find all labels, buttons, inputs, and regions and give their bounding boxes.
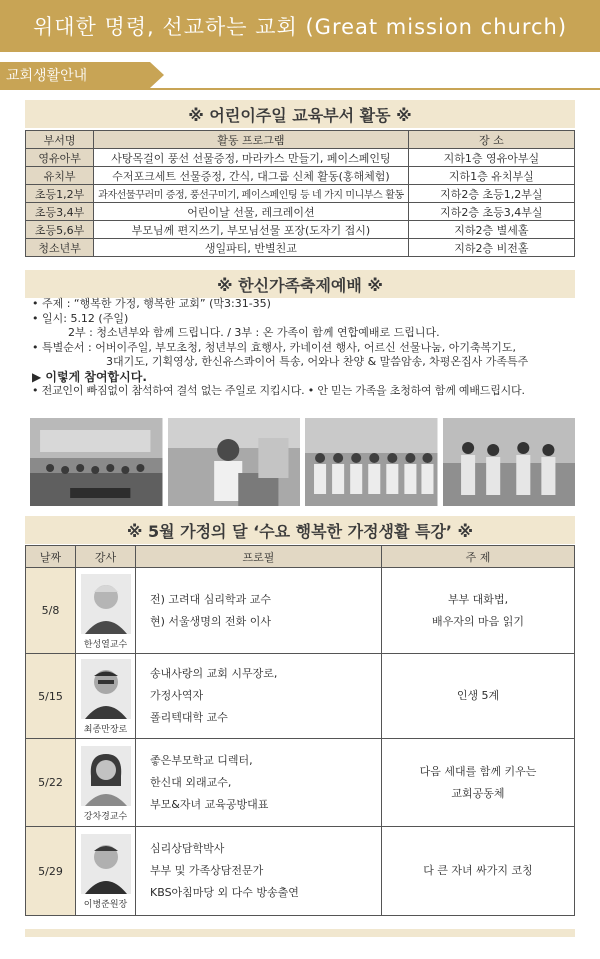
speaker-cell xyxy=(76,568,136,654)
header-program: 활동 프로그램 xyxy=(94,131,409,149)
family-date: • 일시: 5.12 (주일) xyxy=(32,311,129,325)
speaker-cell xyxy=(76,827,136,916)
family-heading: ※ 한신가족축제예배 ※ xyxy=(25,270,575,298)
profile-line: 전) 고려대 심리학과 교수 xyxy=(150,592,272,606)
table-header-row xyxy=(26,131,575,149)
table-row xyxy=(26,568,575,654)
section-tag-label: 교회생활안내 xyxy=(6,68,88,84)
lecture-date: 5/8 xyxy=(26,568,76,654)
profile-line: 부부 및 가족상담전문가 xyxy=(150,864,264,877)
table-header-row xyxy=(26,546,575,568)
header-date: 날짜 xyxy=(26,546,76,568)
program-cell: 부모님께 편지쓰기, 부모님선물 포장(도자기 접시) xyxy=(94,221,409,239)
program-cell: 과자선물꾸러미 증정, 풍선구미기, 페이스페인팅 등 네 가지 미니부스 활동 xyxy=(94,185,409,203)
header-place: 장 소 xyxy=(408,131,574,149)
place-cell: 지하2층 초등3,4부실 xyxy=(408,203,574,221)
table-row xyxy=(26,167,575,185)
photo-children-choir xyxy=(305,418,438,506)
speaker-photo xyxy=(81,746,131,806)
profile-line: KBS아침마당 외 다수 방송출연 xyxy=(150,886,299,899)
profile-line: 현) 서울생명의 전화 이사 xyxy=(150,614,272,628)
profile-line: 송내사랑의 교회 시무장로, xyxy=(150,667,278,680)
header-profile: 프로필 xyxy=(136,546,382,568)
profile-line: 가정사역자 xyxy=(150,689,204,702)
program-cell: 사탕목걸이 풍선 선물증정, 마라카스 만들기, 페이스페인팅 xyxy=(94,149,409,167)
speaker-name: 강차경교수 xyxy=(83,811,128,822)
section-divider xyxy=(0,88,600,90)
profile-cell xyxy=(136,827,382,916)
family-theme: • 주제 : “행복한 가정, 행복한 교회” (막3:31-35) xyxy=(32,297,271,310)
table-row xyxy=(26,827,575,916)
profile-line: 좋은부모학교 디렉터, xyxy=(150,753,253,767)
topic-cell xyxy=(382,568,575,654)
lecture-date: 5/29 xyxy=(26,827,76,916)
topic-line: 교회공동체 xyxy=(451,786,505,800)
dept-cell: 초등3,4부 xyxy=(26,203,94,221)
table-row xyxy=(26,185,575,203)
profile-cell xyxy=(136,739,382,827)
education-table xyxy=(25,130,575,257)
profile-cell xyxy=(136,654,382,739)
dept-cell: 영유아부 xyxy=(26,149,94,167)
topic-line: 배우자의 마음 읽기 xyxy=(431,614,524,628)
header-dept: 부서명 xyxy=(26,131,94,149)
speaker-cell xyxy=(76,739,136,827)
lecture-table xyxy=(25,545,575,916)
speaker-name: 최종만장로 xyxy=(83,725,128,735)
photo-strip xyxy=(30,418,575,506)
header-topic: 주 제 xyxy=(382,546,575,568)
speaker-photo xyxy=(81,834,131,894)
profile-line: 부모&자녀 교육공방대표 xyxy=(150,797,269,811)
profile-cell xyxy=(136,568,382,654)
topic-line: 다음 세대를 함께 키우는 xyxy=(419,764,537,778)
footer-bar xyxy=(25,929,575,937)
table-row xyxy=(26,654,575,739)
family-service: 2부 : 청소년부와 함께 드립니다. / 3부 : 온 가족이 함께 연합예배로 드립니다. xyxy=(68,326,440,339)
banner-title: 위대한 명령, 선교하는 교회 (Great mission church) xyxy=(32,15,568,39)
dept-cell: 초등5,6부 xyxy=(26,221,94,239)
topic-cell xyxy=(382,739,575,827)
lecture-date: 5/15 xyxy=(26,654,76,739)
place-cell: 지하2층 비전홀 xyxy=(408,239,574,257)
profile-line: 한신대 외래교수, xyxy=(150,775,232,789)
speaker-photo xyxy=(81,574,131,634)
lecture-heading: ※ 5월 가정의 달 ‘수요 행복한 가정생활 특강’ ※ xyxy=(25,516,575,544)
profile-line: 심리상담학박사 xyxy=(150,842,225,855)
section-tag xyxy=(0,62,150,88)
place-cell: 지하1층 영유아부실 xyxy=(408,149,574,167)
education-heading: ※ 어린이주일 교육부서 활동 ※ xyxy=(25,100,575,128)
participate-text: • 전교인이 빠짐없이 참석하여 결석 없는 주일로 지킵시다. • 안 믿는 가족을 초청하여 함께 예배드립시다. xyxy=(32,384,525,397)
place-cell: 지하1층 유치부실 xyxy=(408,167,574,185)
dept-cell: 청소년부 xyxy=(26,239,94,257)
speaker-name: 한성열교수 xyxy=(83,639,128,650)
dept-cell: 유치부 xyxy=(26,167,94,185)
program-cell: 어린이날 선물, 레크레이션 xyxy=(94,203,409,221)
speaker-name: 이병준원장 xyxy=(83,900,128,910)
speaker-cell xyxy=(76,654,136,739)
family-order-line2: 3대기도, 기획영상, 한신유스콰이어 특송, 어와나 찬양 & 말씀암송, 차평온집사 가족특주 xyxy=(106,355,529,368)
topic-line: 다 큰 자녀 싸가지 코칭 xyxy=(423,864,533,877)
program-cell: 수저포크세트 선물증정, 간식, 대그룹 신체 활동(홍해체험) xyxy=(94,167,409,185)
photo-choir-stage xyxy=(30,418,163,506)
speaker-photo xyxy=(81,659,131,719)
table-row xyxy=(26,739,575,827)
table-row xyxy=(26,221,575,239)
participate-title: ▶ 이렇게 참여합시다. xyxy=(32,369,147,384)
table-row xyxy=(26,203,575,221)
page-banner xyxy=(0,0,600,52)
table-row xyxy=(26,149,575,167)
topic-cell xyxy=(382,827,575,916)
lecture-date: 5/22 xyxy=(26,739,76,827)
photo-child-reading xyxy=(168,418,301,506)
photo-family-performance xyxy=(443,418,576,506)
topic-line: 인생 5계 xyxy=(456,689,500,702)
program-cell: 생일파티, 반별친교 xyxy=(94,239,409,257)
header-speaker: 강사 xyxy=(76,546,136,568)
topic-line: 부부 대화법, xyxy=(447,592,509,606)
family-order-line1: • 특별순서 : 어버이주일, 부모초청, 청년부의 효행사, 카네이션 행사, 어르신 선물나눔, 아기축복기도, xyxy=(32,340,517,354)
topic-cell xyxy=(382,654,575,739)
place-cell: 지하2층 별세홀 xyxy=(408,221,574,239)
place-cell: 지하2층 초등1,2부실 xyxy=(408,185,574,203)
profile-line: 폴리텍대학 교수 xyxy=(150,711,228,724)
dept-cell: 초등1,2부 xyxy=(26,185,94,203)
family-info xyxy=(32,297,577,399)
table-row xyxy=(26,239,575,257)
